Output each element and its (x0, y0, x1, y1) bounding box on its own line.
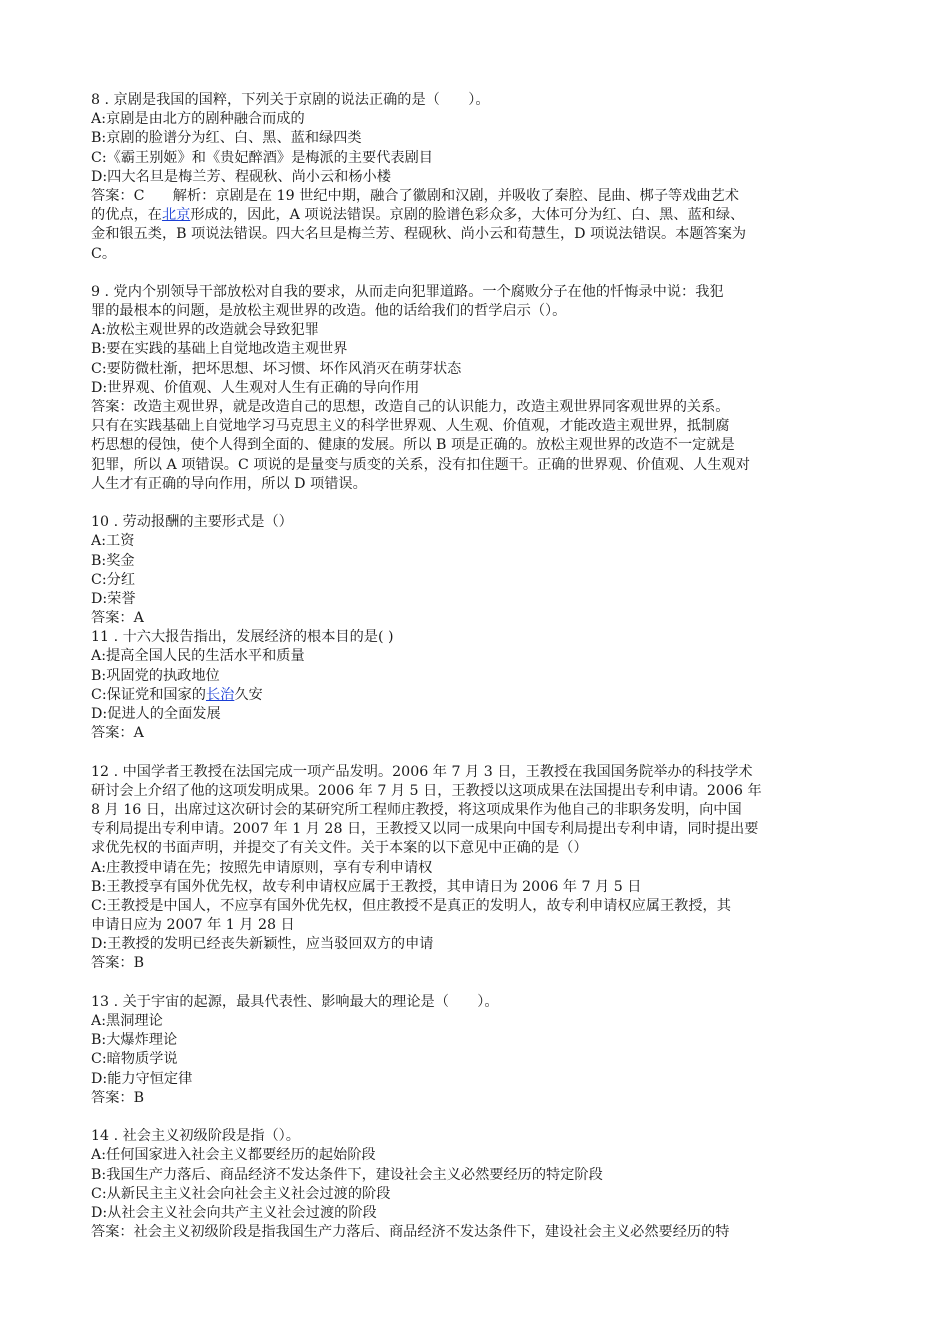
question-stem: 求优先权的书面声明，并提交了有关文件。关于本案的以下意见中正确的是（） (91, 840, 588, 857)
option-b: B:要在实践的基础上自觉地改造主观世界 (91, 341, 348, 358)
option-c: C:暗物质学说 (91, 1051, 178, 1068)
document-page (91, 91, 857, 1242)
answer-line: 答案：A (91, 610, 144, 627)
question-9 (91, 283, 857, 494)
option-c-continued: 申请日应为 2007 年 1 月 28 日 (91, 917, 295, 934)
option-d: D:促进人的全面发展 (91, 706, 221, 722)
answer-line: 答案：改造主观世界，就是改造自己的思想，改造自己的认识能力，改造主观世界同客观世界的关系。 (91, 399, 730, 415)
option-c: C:分红 (91, 571, 136, 588)
question-12 (91, 763, 857, 974)
question-stem: 专利局提出专利申请。2007 年 1 月 28 日，王教授又以同一成果向中国专利局提出专利申请，同时提出要 (91, 821, 759, 838)
paragraph-gap (91, 743, 857, 762)
option-d: D:世界观、价值观、人生观对人生有正确的导向作用 (91, 379, 420, 396)
answer-line: 的优点，在北京形成的，因此，A 项说法错误。京剧的脸谱色彩众多，大体可分为红、白、黑、蓝和绿、 (91, 207, 745, 224)
option-c: C:从新民主主义社会向社会主义社会过渡的阶段 (91, 1185, 391, 1202)
beijing-link[interactable]: 北京 (161, 207, 191, 224)
answer-line: 金和银五类，B 项说法错误。四大名旦是梅兰芳、程砚秋、尚小云和荀慧生，D 项说法错误。本题答案为 (91, 226, 747, 243)
question-stem: 研讨会上介绍了他的这项发明成果。2006 年 7 月 5 日，王教授以这项成果在法国提出专利申请。2006 年 (91, 782, 762, 799)
option-d: D:王教授的发明已经丧失新颖性，应当驳回双方的申请 (91, 936, 434, 953)
option-a: A:京剧是由北方的剧种融合而成的 (91, 111, 305, 128)
option-d: D:从社会主义社会向共产主义社会过渡的阶段 (91, 1204, 377, 1221)
option-b: B:大爆炸理论 (91, 1032, 178, 1049)
answer-line: 答案：B (91, 955, 144, 972)
paragraph-gap (91, 264, 857, 283)
option-a: A:黑洞理论 (91, 1013, 163, 1029)
question-13 (91, 993, 857, 1108)
answer-line: 答案：A (91, 725, 144, 742)
question-10 (91, 513, 857, 628)
option-a: A:庄教授申请在先；按照先申请原则，享有专利申请权 (91, 859, 433, 876)
paragraph-gap (91, 1108, 857, 1127)
answer-line: 朽思想的侵蚀，使个人得到全面的、健康的发展。所以 B 项是正确的。放松主观世界的改造不一定就是 (91, 437, 735, 454)
answer-line: 答案：社会主义初级阶段是指我国生产力落后、商品经济不发达条件下，建设社会主义必然要经历的特 (91, 1224, 730, 1241)
option-b: B:王教授享有国外优先权，故专利申请权应属于王教授，其申请日为 2006 年 7 月 5 日 (91, 878, 642, 895)
option-b: B:奖金 (91, 552, 135, 569)
paragraph-gap (91, 494, 857, 513)
answer-line: 犯罪，所以 A 项错误。C 项说的是量变与质变的关系，没有扣住题干。正确的世界观、价值观、人生观对 (91, 456, 750, 473)
option-a: A:任何国家进入社会主义都要经历的起始阶段 (91, 1147, 376, 1164)
option-c: C:保证党和国家的长治久安 (91, 686, 263, 703)
option-b: B:巩固党的执政地位 (91, 667, 220, 684)
option-a: A:提高全国人民的生活水平和质量 (91, 648, 305, 665)
paragraph-gap (91, 974, 857, 993)
question-stem: 8 . 京剧是我国的国粹，下列关于京剧的说法正确的是（ ）。 (91, 92, 490, 108)
changzhi-link[interactable]: 长治 (205, 686, 235, 703)
option-a: A:工资 (91, 533, 135, 550)
answer-line: 答案：B (91, 1089, 144, 1106)
answer-line: 人生才有正确的导向作用，所以 D 项错误。 (91, 475, 367, 492)
question-14 (91, 1127, 857, 1242)
question-stem: 12 . 中国学者王教授在法国完成一项产品发明。2006 年 7 月 3 日，王教授在我国国务院举办的科技学术 (91, 763, 753, 780)
question-8 (91, 91, 857, 264)
question-stem: 9 . 党内个别领导干部放松对自我的要求，从而走向犯罪道路。一个腐败分子在他的忏悔录中说：我犯 (91, 283, 724, 300)
option-d: D:四大名旦是梅兰芳、程砚秋、尚小云和杨小楼 (91, 168, 391, 185)
option-b: B:京剧的脸谱分为红、白、黑、蓝和绿四类 (91, 130, 362, 147)
question-stem: 罪的最根本的问题，是放松主观世界的改造。他的话给我们的哲学启示（）。 (91, 303, 567, 320)
question-stem: 11 . 十六大报告指出，发展经济的根本目的是( ) (91, 629, 394, 646)
question-stem: 14 . 社会主义初级阶段是指（）。 (91, 1128, 300, 1145)
question-11 (91, 628, 857, 743)
answer-line: 答案：C 解析：京剧是在 19 世纪中期，融合了徽剧和汉剧，并吸收了秦腔、昆曲、梆子等戏曲艺术 (91, 187, 739, 204)
answer-line: 只有在实践基础上自觉地学习马克思主义的科学世界观、人生观、价值观，才能改造主观世界，抵制腐 (91, 418, 730, 435)
question-stem: 8 月 16 日，出席过这次研讨会的某研究所工程师庄教授，将这项成果作为他自己的非职务发明，向中国 (91, 801, 742, 818)
answer-line: C。 (91, 245, 117, 262)
question-stem: 10 . 劳动报酬的主要形式是（） (91, 514, 293, 531)
option-b: B:我国生产力落后、商品经济不发达条件下，建设社会主义必然要经历的特定阶段 (91, 1166, 603, 1183)
option-d: D:荣誉 (91, 590, 136, 607)
option-a: A:放松主观世界的改造就会导致犯罪 (91, 322, 319, 339)
option-c: C:要防微杜渐，把坏思想、坏习惯、坏作风消灭在萌芽状态 (91, 360, 462, 377)
option-d: D:能力守恒定律 (91, 1070, 193, 1087)
option-c: C:王教授是中国人，不应享有国外优先权，但庄教授不是真正的发明人，故专利申请权应属王教授，其 (91, 897, 731, 914)
question-stem: 13 . 关于宇宙的起源，最具代表性、影响最大的理论是（ ）。 (91, 993, 499, 1010)
option-c: C:《霸王别姬》和《贵妃醉酒》是梅派的主要代表剧目 (91, 149, 433, 166)
